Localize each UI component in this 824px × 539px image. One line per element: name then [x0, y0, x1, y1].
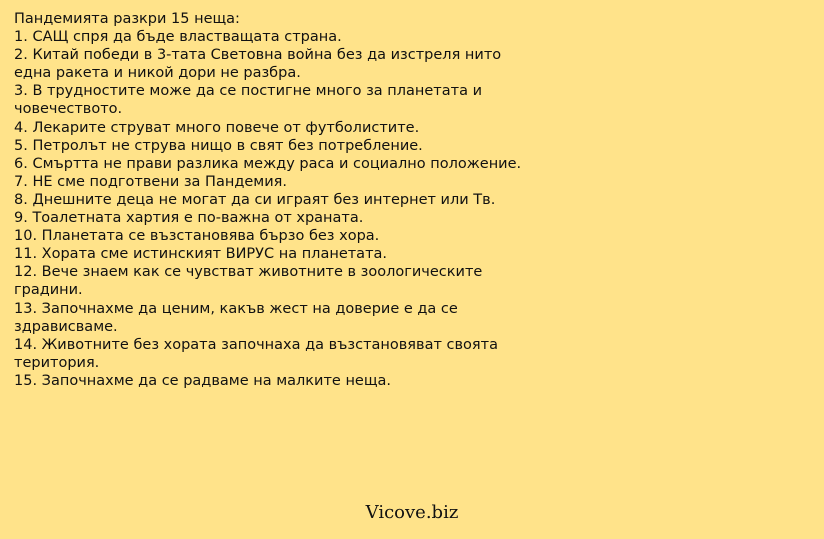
quote-line-17: здрависваме. [14, 318, 118, 335]
quote-line-2: 2. Китай победи в 3-тата Световна война без да изстреля нито [14, 47, 502, 64]
quote-line-1: 1. САЩ спря да бъде властващата страна. [14, 29, 342, 46]
quote-line-20: 15. Започнахме да се радваме на малките неща. [14, 372, 391, 389]
quote-line-4: 3. В трудностите може да се постигне много за планетата и [14, 83, 483, 100]
quote-line-18: 14. Животните без хората започнаха да възстановяват своята [14, 336, 498, 353]
quote-line-8: 6. Смъртта не прави разлика между раса и социално положение. [14, 155, 522, 172]
quote-line-9: 7. НЕ сме подготвени за Пандемия. [14, 173, 287, 190]
quote-line-12: 10. Планетата се възстановява бързо без хора. [14, 228, 380, 245]
quote-line-16: 13. Започнахме да ценим, какъв жест на доверие е да се [14, 300, 458, 317]
quote-line-3: една ракета и никой дори не разбра. [14, 65, 301, 82]
quote-text-block [14, 10, 574, 390]
quote-line-6: 4. Лекарите струват много повече от футболистите. [14, 119, 420, 136]
quote-line-11: 9. Тоалетната хартия е по-важна от храната. [14, 210, 364, 227]
quote-line-19: територия. [14, 354, 100, 371]
quote-title: Пандемията разкри 15 неща: [14, 11, 240, 27]
quote-line-14: 12. Вече знаем как се чувстват животните в зоологическите [14, 264, 483, 281]
quote-line-7: 5. Петролът не струва нищо в свят без потребление. [14, 137, 423, 154]
quote-line-15: градини. [14, 282, 83, 299]
quote-line-10: 8. Днешните деца не могат да си играят без интернет или Тв. [14, 191, 496, 208]
site-watermark: Vicove.biz [365, 502, 459, 523]
quote-line-5: човечеството. [14, 101, 123, 118]
quote-line-13: 11. Хората сме истинският ВИРУС на планетата. [14, 246, 388, 263]
